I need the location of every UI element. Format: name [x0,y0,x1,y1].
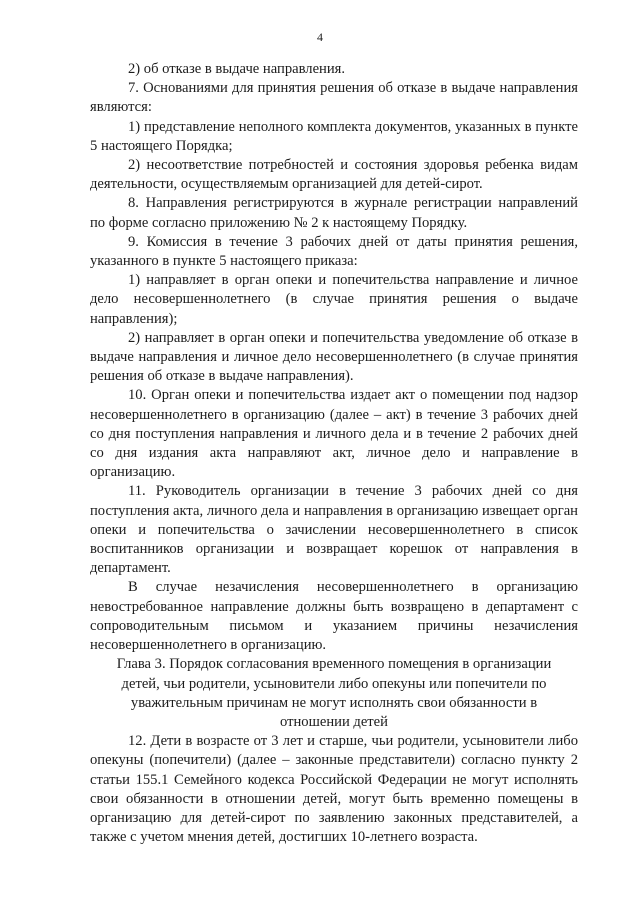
paragraph: 1) представление неполного комплекта документов, указанных в пункте 5 настоящего Порядка; [90,118,578,154]
document-body [90,60,578,847]
paragraph: 10. Орган опеки и попечительства издает акт о помещении под надзор несовершеннолетнего в организацию (далее – акт) в течение 3 рабочих дней со дня поступления направления и личного дела и в течение 2 рабочих дней со дня издания акта направляют акт, личное дело и направление в организацию. [90,387,578,481]
paragraph: 7. Основаниями для принятия решения об отказе в выдаче направления являются: [90,80,578,116]
page-number: 4 [317,30,323,44]
paragraph: 8. Направления регистрируются в журнале регистрации направлений по форме согласно приложению № 2 к настоящему Порядку. [90,195,578,231]
paragraph: 12. Дети в возрасте от 3 лет и старше, чьи родители, усыновители либо опекуны (попечители) (далее – законные представители) согласно пункту 2 статьи 155.1 Семейного кодекса Российской Федерации не могут исполнять свои обязанности в отношении детей, могут быть временно помещены в организацию для детей-сирот по заявлению законных представителей, а также с учетом мнения детей, достигших 10-летнего возраста. [90,733,578,846]
chapter-heading: Глава 3. Порядок согласования временного помещения в организации детей, чьи родители, усыновители либо опекуны или попечители по уважительным причинам не могут исполнять свои обязанности в отношении детей [116,656,552,730]
paragraph: 2) об отказе в выдаче направления. [128,61,346,77]
paragraph: 11. Руководитель организации в течение 3 рабочих дней со дня поступления акта, личного дела и направления в организацию извещает орган опеки и попечительства о зачислении несовершеннолетнего в список воспитанников организации и возвращает корешок от направления в департамент. [90,483,578,577]
paragraph: 9. Комиссия в течение 3 рабочих дней от даты принятия решения, указанного в пункте 5 настоящего приказа: [90,233,578,270]
paragraph: 2) направляет в орган опеки и попечительства уведомление об отказе в выдаче направления и личное дело несовершеннолетнего (в случае принятия решения об отказе в выдаче направления). [90,329,578,385]
paragraph: В случае незачисления несовершеннолетнего в организацию невостребованное направление должны быть возвращено в департамент с сопроводительным письмом и указанием причины незачисления несовершеннолетнего в организацию. [90,579,578,654]
paragraph: 1) направляет в орган опеки и попечительства направление и личное дело несовершеннолетнего (в случае принятия решения о выдаче направления); [90,272,578,327]
paragraph: 2) несоответствие потребностей и состояния здоровья ребенка видам деятельности, осуществляемым организацией для детей-сирот. [90,157,578,193]
